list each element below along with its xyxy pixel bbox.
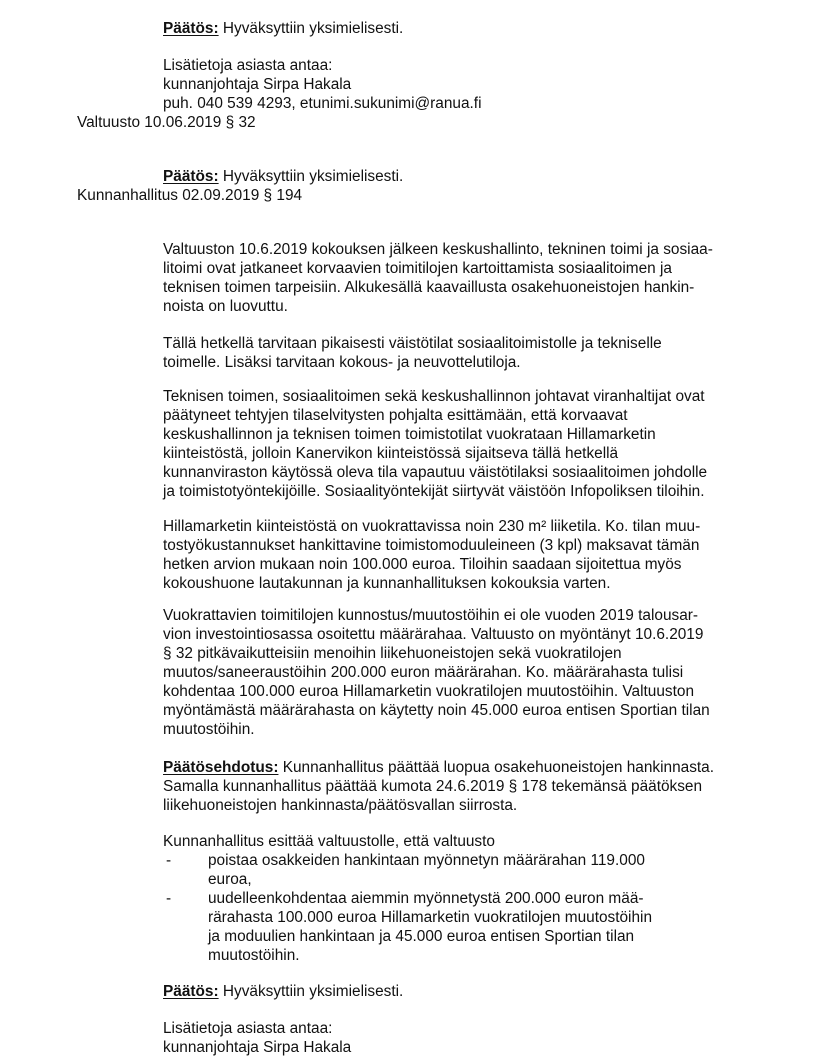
paragraph-line: hetken arvion mukaan noin 100.000 euroa. Tiloihin saadaan sijoitettua myös: [163, 556, 682, 573]
proposal-block: [163, 758, 753, 815]
decision-text: Hyväksyttiin yksimielisesti.: [218, 983, 404, 1000]
proposal-line: liikehuoneistojen hankinnasta/päätösvallan siirrosta.: [163, 797, 518, 814]
decision-text: Hyväksyttiin yksimielisesti.: [218, 168, 404, 185]
paragraph-background: [163, 240, 753, 316]
contact-phone-email: puh. 040 539 4293, etunimi.sukunimi@ranua.fi: [163, 95, 482, 112]
bullet-line: uudelleenkohdentaa aiemmin myönnetystä 200.000 euron mää-: [208, 890, 644, 907]
paragraph-line: päätyneet tehtyjen tilaselvitysten pohjalta esittämään, että korvaavat: [163, 407, 628, 424]
paragraph-line: tostyökustannukset hankittavine toimistomoduuleineen (3 kpl) maksavat tämän: [163, 537, 700, 554]
bullet-line: ja moduulien hankintaan ja 45.000 euroa entisen Sportian tilan: [208, 928, 635, 945]
bullet-dash: -: [166, 852, 172, 869]
decision-label: Päätös:: [163, 20, 219, 37]
contact-intro: Lisätietoja asiasta antaa:: [163, 57, 333, 74]
decision-line: [163, 167, 403, 186]
paragraph-line: kunnanviraston käytössä oleva tila vapautuu väistötilaksi sosiaalitoimen johdolle: [163, 464, 708, 481]
paragraph-line: § 32 pitkävaikutteisiin menoihin liikehuoneistojen sekä vuokratilojen: [163, 645, 622, 662]
paragraph-line: muutostöihin.: [163, 721, 255, 738]
contact-name: kunnanjohtaja Sirpa Hakala: [163, 1039, 352, 1056]
paragraph-line: Teknisen toimen, sosiaalitoimen sekä keskushallinnon johtavat viranhaltijat ovat: [163, 388, 705, 405]
paragraph-line: myöntämästä määrärahasta on käytetty noin 45.000 euroa entisen Sportian tilan: [163, 702, 710, 719]
paragraph-line: kokoushuone lautakunnan ja kunnanhallituksen kokouksia varten.: [163, 575, 611, 592]
paragraph-line: muutos/saneeraustöihin 200.000 euron määrärahan. Ko. määrärahasta tulisi: [163, 664, 684, 681]
paragraph-budget: [163, 606, 753, 739]
proposal-line: Samalla kunnanhallitus päättää kumota 24.6.2019 § 178 tekemänsä päätöksen: [163, 778, 703, 795]
paragraph-line: keskushallinnon ja teknisen toimen toimistotilat vuokrataan Hillamarketin: [163, 426, 656, 443]
bullet-dash: -: [166, 890, 172, 907]
paragraph-line: Tällä hetkellä tarvitaan pikaisesti väistötilat sosiaalitoimistolle ja tekniselle: [163, 335, 662, 352]
bullet-line: muutostöihin.: [208, 947, 300, 964]
decision-text: Hyväksyttiin yksimielisesti.: [218, 20, 404, 37]
paragraph-line: Valtuuston 10.6.2019 kokouksen jälkeen keskushallinto, tekninen toimi ja sosiaa-: [163, 241, 713, 258]
paragraph-line: kohdentaa 100.000 euroa Hillamarketin vuokratilojen muutostöihin. Valtuuston: [163, 683, 695, 700]
paragraph-need: [163, 334, 753, 372]
decision-line: [163, 982, 403, 1001]
paragraph-line: Vuokrattavien toimitilojen kunnostus/muutostöihin ei ole vuoden 2019 talousar-: [163, 607, 699, 624]
section-heading-kunnanhallitus: Kunnanhallitus 02.09.2019 § 194: [77, 187, 303, 204]
proposal-text: Kunnanhallitus päättää luopua osakehuoneistojen hankinnasta.: [278, 759, 715, 776]
recommendation-intro: Kunnanhallitus esittää valtuustolle, että valtuusto: [163, 833, 495, 850]
proposal-first-line: [163, 758, 753, 777]
paragraph-line: toimelle. Lisäksi tarvitaan kokous- ja neuvottelutiloja.: [163, 354, 521, 371]
contact-intro: Lisätietoja asiasta antaa:: [163, 1020, 333, 1037]
decision-line: [163, 19, 403, 38]
section-heading-valtuusto: Valtuusto 10.06.2019 § 32: [77, 114, 256, 131]
paragraph-line: vion investointiosassa osoitettu määrärahaa. Valtuusto on myöntänyt 10.6.2019: [163, 626, 704, 643]
bullet-line: euroa,: [208, 871, 252, 888]
contact-name: kunnanjohtaja Sirpa Hakala: [163, 76, 352, 93]
paragraph-line: kiinteistöstä, jolloin Kanervikon kiinteistössä sijaitseva tällä hetkellä: [163, 445, 619, 462]
bullet-line: poistaa osakkeiden hankintaan myönnetyn määrärahan 119.000: [208, 852, 645, 869]
decision-label: Päätös:: [163, 983, 219, 1000]
bullet-line: rärahasta 100.000 euroa Hillamarketin vuokratilojen muutostöihin: [208, 909, 653, 926]
paragraph-proposal-reasoning: [163, 387, 753, 501]
paragraph-line: noista on luovuttu.: [163, 298, 288, 315]
paragraph-line: teknisen toimen tarpeisiin. Alkukesällä kaavaillusta osakehuoneistojen hankin-: [163, 279, 695, 296]
paragraph-costs: [163, 517, 753, 593]
proposal-label: Päätösehdotus:: [163, 759, 279, 776]
paragraph-line: litoimi ovat jatkaneet korvaavien toimitilojen kartoittamista sosiaalitoimen ja: [163, 260, 672, 277]
decision-label: Päätös:: [163, 168, 219, 185]
paragraph-line: ja toimistotyöntekijöille. Sosiaalityöntekijät siirtyvät väistöön Infopoliksen tiloihin.: [163, 483, 705, 500]
paragraph-line: Hillamarketin kiinteistöstä on vuokrattavissa noin 230 m² liiketila. Ko. tilan muu-: [163, 518, 701, 535]
